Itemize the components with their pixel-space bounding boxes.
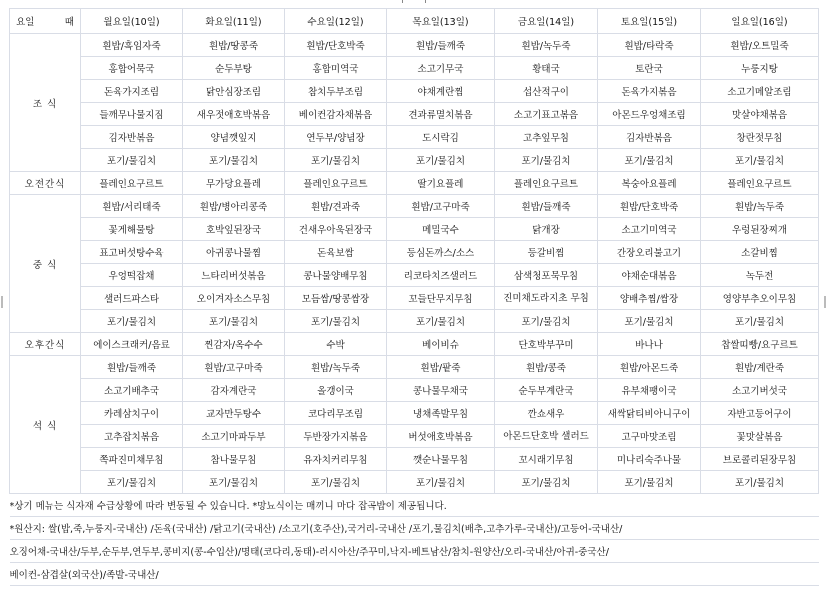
menu-cell: 단호박부꾸미 bbox=[495, 333, 598, 356]
header-day-label: 요일 때 bbox=[10, 9, 81, 34]
footnote-row bbox=[10, 540, 819, 563]
menu-cell: 홍합미역국 bbox=[285, 57, 387, 80]
menu-cell: 포기/물김치 bbox=[598, 149, 701, 172]
menu-cell: 코다리무조림 bbox=[285, 402, 387, 425]
menu-cell: 녹두전 bbox=[701, 264, 819, 287]
menu-cell: 간장오리불고기 bbox=[598, 241, 701, 264]
menu-cell: 고추잡치볶음 bbox=[81, 425, 183, 448]
header-day: 화요일(11일) bbox=[183, 9, 285, 34]
resize-handle-right[interactable] bbox=[824, 296, 826, 308]
menu-cell: 누룽지탕 bbox=[701, 57, 819, 80]
header-day: 수요일(12일) bbox=[285, 9, 387, 34]
menu-row bbox=[10, 379, 819, 402]
menu-cell: 흰밥/콩죽 bbox=[495, 356, 598, 379]
menu-cell: 포기/물김치 bbox=[495, 149, 598, 172]
menu-cell: 베이컨감자채볶음 bbox=[285, 103, 387, 126]
menu-cell: 꼬들단무지무침 bbox=[387, 287, 495, 310]
menu-cell: 포기/물김치 bbox=[81, 471, 183, 494]
menu-cell: 쪽파진미채무침 bbox=[81, 448, 183, 471]
menu-cell: 느타리버섯볶음 bbox=[183, 264, 285, 287]
menu-cell: 플레인요구르트 bbox=[701, 172, 819, 195]
menu-cell: 찹쌀띠빵/요구르트 bbox=[701, 333, 819, 356]
menu-cell: 건새우아욱된장국 bbox=[285, 218, 387, 241]
menu-row bbox=[10, 425, 819, 448]
menu-cell: 김자반볶음 bbox=[81, 126, 183, 149]
menu-cell: 돈육가지조림 bbox=[81, 80, 183, 103]
menu-row bbox=[10, 356, 819, 379]
menu-row bbox=[10, 402, 819, 425]
meal-label: 석 식 bbox=[10, 356, 81, 494]
menu-cell: 두반장가지볶음 bbox=[285, 425, 387, 448]
footnote-text: *원산지: 쌀(밥,죽,누룽지-국내산) /돈육(국내산) /닭고기(국내산) /소고기(호주산),국거리-국내산 /포기,물김치(배추,고추가루-국내산)/고등어-국내산/ bbox=[10, 517, 819, 540]
menu-cell: 포기/물김치 bbox=[387, 471, 495, 494]
header-day: 토요일(15일) bbox=[598, 9, 701, 34]
menu-cell: 흰밥/녹두죽 bbox=[285, 356, 387, 379]
meal-label: 오후간식 bbox=[10, 333, 81, 356]
menu-cell: 도시락김 bbox=[387, 126, 495, 149]
header-day: 월요일(10일) bbox=[81, 9, 183, 34]
menu-cell: 아몬드단호박 샐러드 bbox=[495, 425, 598, 448]
menu-cell: 흰밥/들깨죽 bbox=[495, 195, 598, 218]
menu-cell: 홍합어묵국 bbox=[81, 57, 183, 80]
menu-cell: 순두부계란국 bbox=[495, 379, 598, 402]
menu-cell: 포기/물김치 bbox=[285, 310, 387, 333]
menu-cell: 복숭아요플레 bbox=[598, 172, 701, 195]
menu-row bbox=[10, 103, 819, 126]
menu-cell: 에이스크래커/음료 bbox=[81, 333, 183, 356]
menu-cell: 깐쇼새우 bbox=[495, 402, 598, 425]
menu-cell: 교자만두탕수 bbox=[183, 402, 285, 425]
menu-cell: 새싹닭티비아니구이 bbox=[598, 402, 701, 425]
menu-cell: 브로콜리된장무침 bbox=[701, 448, 819, 471]
menu-cell: 포기/물김치 bbox=[387, 149, 495, 172]
menu-cell: 소고기마파두부 bbox=[183, 425, 285, 448]
menu-row bbox=[10, 241, 819, 264]
menu-row bbox=[10, 448, 819, 471]
menu-cell: 메밀국수 bbox=[387, 218, 495, 241]
menu-cell: 유자치커리무침 bbox=[285, 448, 387, 471]
meal-label: 오전간식 bbox=[10, 172, 81, 195]
menu-cell: 무가당요플레 bbox=[183, 172, 285, 195]
menu-cell: 샐러드파스타 bbox=[81, 287, 183, 310]
menu-cell: 참나물무침 bbox=[183, 448, 285, 471]
menu-cell: 양념깻잎지 bbox=[183, 126, 285, 149]
menu-cell: 찐감자/옥수수 bbox=[183, 333, 285, 356]
menu-cell: 야채순대볶음 bbox=[598, 264, 701, 287]
menu-cell: 포기/물김치 bbox=[598, 310, 701, 333]
menu-cell: 참치두부조림 bbox=[285, 80, 387, 103]
menu-cell: 등심돈까스/소스 bbox=[387, 241, 495, 264]
menu-cell: 소고기무국 bbox=[387, 57, 495, 80]
menu-cell: 흰밥/오트밀죽 bbox=[701, 34, 819, 57]
menu-cell: 포기/물김치 bbox=[701, 149, 819, 172]
menu-cell: 포기/물김치 bbox=[495, 471, 598, 494]
header-day: 목요일(13일) bbox=[387, 9, 495, 34]
meal-label: 조 식 bbox=[10, 34, 81, 172]
menu-cell: 감자계란국 bbox=[183, 379, 285, 402]
menu-row bbox=[10, 172, 819, 195]
menu-cell: 맛살야채볶음 bbox=[701, 103, 819, 126]
menu-cell: 양배추찜/쌈장 bbox=[598, 287, 701, 310]
footnote-text: 베이컨-삼겹살(외국산)/족발-국내산/ bbox=[10, 563, 819, 586]
menu-cell: 흰밥/고구마죽 bbox=[387, 195, 495, 218]
menu-cell: 흰밥/서리태죽 bbox=[81, 195, 183, 218]
menu-row bbox=[10, 310, 819, 333]
menu-cell: 버섯애호박볶음 bbox=[387, 425, 495, 448]
menu-row bbox=[10, 264, 819, 287]
menu-cell: 소고기배추국 bbox=[81, 379, 183, 402]
menu-cell: 흰밥/땅콩죽 bbox=[183, 34, 285, 57]
menu-cell: 돈육가지볶음 bbox=[598, 80, 701, 103]
menu-cell: 흰밥/팥죽 bbox=[387, 356, 495, 379]
menu-cell: 리코타치즈샐러드 bbox=[387, 264, 495, 287]
menu-cell: 고추잎무침 bbox=[495, 126, 598, 149]
menu-cell: 자반고등어구이 bbox=[701, 402, 819, 425]
menu-cell: 흰밥/들깨죽 bbox=[387, 34, 495, 57]
menu-cell: 소고기버섯국 bbox=[701, 379, 819, 402]
menu-cell: 닭안심장조림 bbox=[183, 80, 285, 103]
menu-cell: 꽃맛살볶음 bbox=[701, 425, 819, 448]
resize-handle-left[interactable] bbox=[1, 296, 3, 308]
menu-cell: 순두부탕 bbox=[183, 57, 285, 80]
menu-cell: 토란국 bbox=[598, 57, 701, 80]
menu-cell: 고구마맛조림 bbox=[598, 425, 701, 448]
menu-cell: 흰밥/흑임자죽 bbox=[81, 34, 183, 57]
menu-cell: 소고기메알조림 bbox=[701, 80, 819, 103]
menu-cell: 흰밥/병아리콩죽 bbox=[183, 195, 285, 218]
menu-cell: 냉채족발무침 bbox=[387, 402, 495, 425]
menu-cell: 미나리숙주나물 bbox=[598, 448, 701, 471]
menu-row bbox=[10, 80, 819, 103]
menu-cell: 야채계란찜 bbox=[387, 80, 495, 103]
menu-cell: 포기/물김치 bbox=[183, 149, 285, 172]
menu-cell: 아귀콩나물찜 bbox=[183, 241, 285, 264]
menu-cell: 연두부/양념장 bbox=[285, 126, 387, 149]
menu-cell: 흰밥/고구마죽 bbox=[183, 356, 285, 379]
menu-row bbox=[10, 333, 819, 356]
menu-cell: 들깨무나물지짐 bbox=[81, 103, 183, 126]
menu-cell: 포기/물김치 bbox=[81, 310, 183, 333]
menu-cell: 새우젓애호박볶음 bbox=[183, 103, 285, 126]
menu-row bbox=[10, 149, 819, 172]
menu-cell: 흰밥/견과죽 bbox=[285, 195, 387, 218]
menu-cell: 플레인요구르트 bbox=[495, 172, 598, 195]
menu-cell: 올갱이국 bbox=[285, 379, 387, 402]
menu-cell: 오이겨자소스무침 bbox=[183, 287, 285, 310]
menu-cell: 소고기미역국 bbox=[598, 218, 701, 241]
menu-cell: 삼색청포묵무침 bbox=[495, 264, 598, 287]
menu-body bbox=[10, 34, 819, 586]
menu-cell: 포기/물김치 bbox=[495, 310, 598, 333]
menu-cell: 포기/물김치 bbox=[701, 310, 819, 333]
menu-cell: 등갈비찜 bbox=[495, 241, 598, 264]
menu-cell: 소갈비찜 bbox=[701, 241, 819, 264]
menu-cell: 바나나 bbox=[598, 333, 701, 356]
menu-cell: 김자반볶음 bbox=[598, 126, 701, 149]
menu-cell: 소고기표고볶음 bbox=[495, 103, 598, 126]
footnote-text: 오징어채-국내산/두부,순두부,연두부,콩비지(콩-수입산)/명태(코다리,동태)-러시아산/주꾸미,낙지-베트남산/참치-원양산/오리-국내산/아귀-중국산/ bbox=[10, 540, 819, 563]
menu-row bbox=[10, 218, 819, 241]
menu-cell: 포기/물김치 bbox=[701, 471, 819, 494]
menu-cell: 모듬쌈/땅콩쌈장 bbox=[285, 287, 387, 310]
menu-row bbox=[10, 471, 819, 494]
menu-cell: 포기/물김치 bbox=[285, 471, 387, 494]
menu-cell: 호박잎된장국 bbox=[183, 218, 285, 241]
menu-cell: 깻순나물무침 bbox=[387, 448, 495, 471]
menu-cell: 포기/물김치 bbox=[81, 149, 183, 172]
menu-cell: 흰밥/녹두죽 bbox=[495, 34, 598, 57]
header-day: 금요일(14일) bbox=[495, 9, 598, 34]
menu-cell: 흰밥/단호박죽 bbox=[598, 195, 701, 218]
menu-cell: 콩나물무채국 bbox=[387, 379, 495, 402]
meal-label: 중 식 bbox=[10, 195, 81, 333]
menu-cell: 유부채팽이국 bbox=[598, 379, 701, 402]
menu-cell: 흰밥/들깨죽 bbox=[81, 356, 183, 379]
footnote-row bbox=[10, 494, 819, 517]
menu-cell: 섭산적구이 bbox=[495, 80, 598, 103]
menu-row bbox=[10, 126, 819, 149]
menu-cell: 아몬드우엉채조림 bbox=[598, 103, 701, 126]
menu-cell: 흰밥/계란죽 bbox=[701, 356, 819, 379]
footnote-row bbox=[10, 563, 819, 586]
menu-cell: 포기/물김치 bbox=[598, 471, 701, 494]
menu-cell: 창란젓무침 bbox=[701, 126, 819, 149]
menu-cell: 황태국 bbox=[495, 57, 598, 80]
menu-cell: 딸기요플레 bbox=[387, 172, 495, 195]
menu-cell: 흰밥/단호박죽 bbox=[285, 34, 387, 57]
menu-cell: 카레삼치구이 bbox=[81, 402, 183, 425]
menu-cell: 포기/물김치 bbox=[387, 310, 495, 333]
menu-cell: 플레인요구르트 bbox=[285, 172, 387, 195]
menu-cell: 돈육보쌈 bbox=[285, 241, 387, 264]
weekly-meal-table bbox=[9, 8, 819, 586]
menu-row bbox=[10, 195, 819, 218]
menu-row bbox=[10, 34, 819, 57]
menu-cell: 포기/물김치 bbox=[285, 149, 387, 172]
menu-cell: 흰밥/아몬드죽 bbox=[598, 356, 701, 379]
menu-cell: 수박 bbox=[285, 333, 387, 356]
menu-cell: 플레인요구르트 bbox=[81, 172, 183, 195]
menu-cell: 꽃게해물탕 bbox=[81, 218, 183, 241]
menu-cell: 꼬시래기무침 bbox=[495, 448, 598, 471]
menu-cell: 포기/물김치 bbox=[183, 471, 285, 494]
menu-cell: 흰밥/타락죽 bbox=[598, 34, 701, 57]
menu-cell: 포기/물김치 bbox=[183, 310, 285, 333]
menu-cell: 우엉떡잡채 bbox=[81, 264, 183, 287]
menu-row bbox=[10, 287, 819, 310]
menu-cell: 영양부추오이무침 bbox=[701, 287, 819, 310]
menu-cell: 우렁된장찌개 bbox=[701, 218, 819, 241]
menu-cell: 베이비슈 bbox=[387, 333, 495, 356]
menu-cell: 흰밥/녹두죽 bbox=[701, 195, 819, 218]
menu-cell: 진미채도라지초 무침 bbox=[495, 287, 598, 310]
menu-cell: 표고버섯탕수육 bbox=[81, 241, 183, 264]
menu-cell: 견과류멸치볶음 bbox=[387, 103, 495, 126]
menu-cell: 닭개장 bbox=[495, 218, 598, 241]
header-row bbox=[10, 9, 819, 34]
menu-row bbox=[10, 57, 819, 80]
menu-cell: 콩나물양배무침 bbox=[285, 264, 387, 287]
resize-handle-top[interactable] bbox=[402, 0, 426, 3]
footnote-text: *상기 메뉴는 식자재 수급상황에 따라 변동될 수 있습니다. *망뇨식이는 매끼니 마다 잡곡밥이 제공됩니다. bbox=[10, 494, 819, 517]
footnote-row bbox=[10, 517, 819, 540]
header-day: 일요일(16일) bbox=[701, 9, 819, 34]
